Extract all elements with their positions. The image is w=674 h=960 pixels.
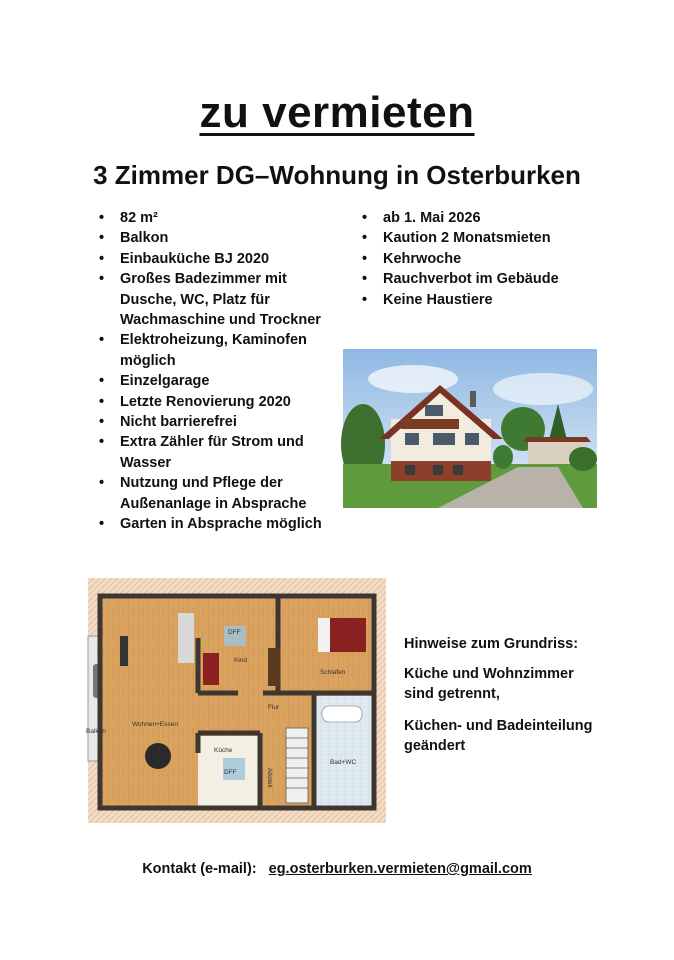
feature-list-right — [362, 208, 603, 310]
list-item — [99, 249, 330, 269]
list-item-text: 82 m² — [120, 210, 158, 226]
list-item — [362, 269, 603, 289]
bullet-icon: • — [362, 271, 368, 288]
bullet-icon: • — [99, 250, 105, 267]
contact-line — [0, 861, 674, 877]
list-item-text: ab 1. Mai 2026 — [383, 210, 481, 226]
page-subtitle: 3 Zimmer DG–Wohnung in Osterburken — [93, 160, 581, 190]
room-label-abstell: Abstell — [266, 768, 273, 788]
list-item-text: Nicht barrierefrei — [120, 414, 237, 431]
list-item-text: Extra Zähler für Strom und Wasser — [120, 434, 304, 471]
list-item-text: Keine Haustiere — [383, 291, 493, 308]
room-label-schlafen: Schlafen — [320, 669, 346, 676]
list-item — [99, 432, 330, 473]
list-item-text: Garten in Absprache möglich — [120, 516, 322, 533]
bullet-icon: • — [362, 230, 368, 247]
list-item-text: Kaution 2 Monatsmieten — [383, 230, 551, 247]
list-item — [99, 330, 330, 371]
list-item-text: Nutzung und Pflege der Außenanlage in Absprache — [120, 475, 307, 512]
bullet-icon: • — [99, 230, 105, 247]
list-item-text: Großes Badezimmer mit Dusche, WC, Platz für Wachmaschine und Trockner — [120, 271, 321, 329]
list-item — [99, 269, 330, 330]
room-label-kueche: Küche — [214, 747, 233, 754]
list-item-text: Einbauküche BJ 2020 — [120, 250, 270, 267]
house-photo — [343, 349, 597, 508]
list-item — [99, 371, 330, 391]
room-label-dff-top: DFF — [228, 629, 241, 636]
list-item — [362, 228, 603, 248]
bullet-icon: • — [99, 210, 105, 226]
hints-title: Hinweise zum Grundriss: — [404, 636, 579, 652]
list-item — [99, 208, 330, 228]
list-item — [99, 412, 330, 432]
contact-label: Kontakt (e-mail): — [142, 861, 257, 877]
list-item — [99, 473, 330, 514]
list-item — [99, 514, 330, 534]
feature-list-left — [99, 208, 330, 535]
room-label-bad: Bad+WC — [330, 759, 357, 766]
hint-text-2: Küchen- und Badeinteilung geändert — [404, 718, 593, 755]
list-item — [362, 208, 603, 228]
floor-plan — [88, 578, 386, 823]
bullet-icon: • — [362, 250, 368, 267]
bullet-icon: • — [99, 373, 105, 390]
bullet-icon: • — [99, 516, 105, 533]
room-label-balkon: Balkon — [86, 728, 106, 735]
room-label-flur: Flur — [268, 704, 280, 711]
list-item — [362, 249, 603, 269]
list-item-text: Einzelgarage — [120, 373, 210, 390]
list-item — [99, 392, 330, 412]
hint-text-1: Küche und Wohnzimmer sind getrennt, — [404, 666, 574, 703]
list-item — [362, 290, 603, 310]
contact-email-link[interactable]: eg.osterburken.vermieten@gmail.com — [268, 861, 532, 877]
room-label-kind: Kind — [234, 657, 248, 664]
bullet-icon: • — [99, 475, 105, 492]
bullet-icon: • — [99, 332, 105, 349]
bullet-icon: • — [362, 291, 368, 308]
list-item-text: Rauchverbot im Gebäude — [383, 271, 559, 288]
page-title: zu vermieten — [199, 88, 475, 137]
bullet-icon: • — [362, 210, 368, 226]
list-item-text: Letzte Renovierung 2020 — [120, 393, 291, 410]
bullet-icon: • — [99, 271, 105, 288]
bullet-icon: • — [99, 393, 105, 410]
list-item-text: Kehrwoche — [383, 250, 462, 267]
room-label-wohnen: Wohnen+Essen — [132, 721, 178, 728]
bullet-icon: • — [99, 414, 105, 431]
room-label-dff-kitchen: DFF — [224, 769, 237, 776]
bullet-icon: • — [99, 434, 105, 451]
list-item-text: Elektroheizung, Kaminofen möglich — [120, 332, 307, 369]
list-item-text: Balkon — [120, 230, 169, 247]
list-item — [99, 228, 330, 248]
